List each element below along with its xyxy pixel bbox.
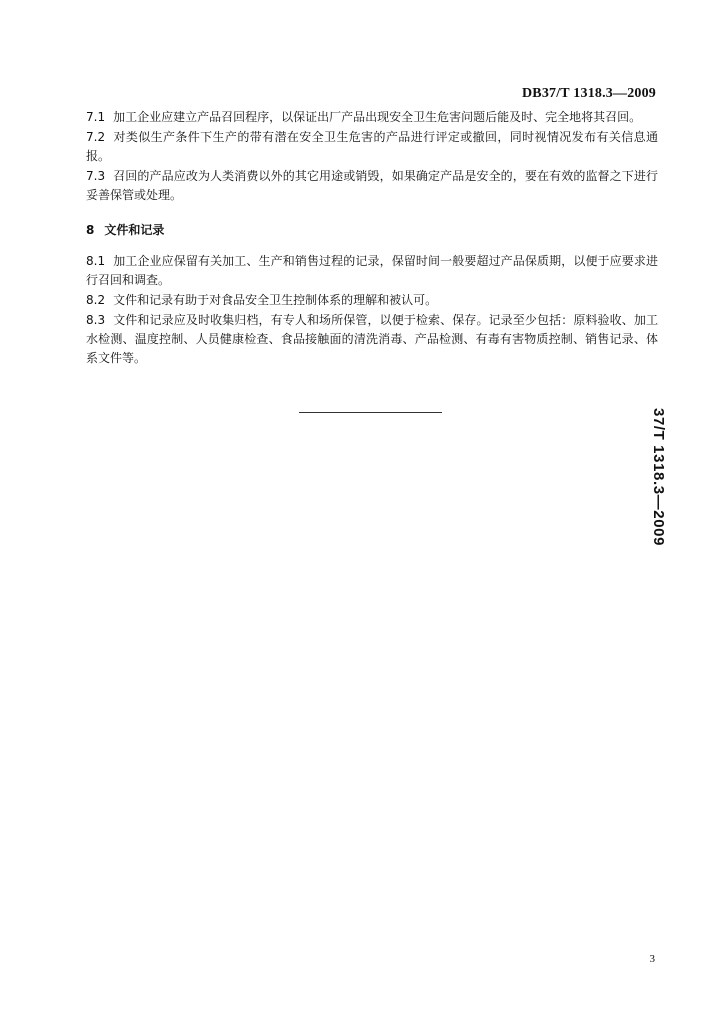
clause-text: 文件和记录应及时收集归档，有专人和场所保管，以便于检索、保存。记录至少包括：原料验收、加工水检测、温度控制、人员健康检查、食品接触面的清洗消毒、产品检测、有毒有害物质控制、销售记录、体系文件等。 bbox=[86, 313, 658, 365]
clause-8-1 bbox=[86, 252, 658, 290]
clause-text: 加工企业应保留有关加工、生产和销售过程的记录，保留时间一般要超过产品保质期，以便于应要求进行召回和调查。 bbox=[86, 254, 658, 287]
clause-number: 8.2 bbox=[86, 293, 106, 307]
clause-number: 8.1 bbox=[86, 254, 106, 268]
document-body bbox=[86, 108, 658, 369]
section-heading-8 bbox=[86, 221, 658, 238]
side-document-code: 37/T 1318.3—2009 bbox=[650, 408, 667, 547]
clause-number: 7.3 bbox=[86, 169, 106, 183]
clause-8-3 bbox=[86, 311, 658, 368]
end-divider-line bbox=[299, 412, 442, 413]
document-code-header: DB37/T 1318.3—2009 bbox=[521, 86, 656, 101]
clause-text: 加工企业应建立产品召回程序，以保证出厂产品出现安全卫生危害问题后能及时、完全地将其召回。 bbox=[113, 110, 642, 124]
clause-7-3 bbox=[86, 167, 658, 205]
clause-7-1 bbox=[86, 108, 658, 127]
page-number: 3 bbox=[649, 953, 655, 965]
clause-number: 7.2 bbox=[86, 130, 106, 144]
clause-number: 7.1 bbox=[86, 110, 106, 124]
clause-text: 文件和记录有助于对食品安全卫生控制体系的理解和被认可。 bbox=[113, 293, 438, 307]
clause-text: 召回的产品应改为人类消费以外的其它用途或销毁，如果确定产品是安全的，要在有效的监督之下进行妥善保管或处理。 bbox=[86, 169, 658, 202]
section-title: 文件和记录 bbox=[104, 223, 165, 237]
clause-7-2 bbox=[86, 128, 658, 166]
clause-text: 对类似生产条件下生产的带有潜在安全卫生危害的产品进行评定或撤回，同时视情况发布有关信息通报。 bbox=[86, 130, 658, 163]
clause-8-2 bbox=[86, 291, 658, 310]
clause-number: 8.3 bbox=[86, 313, 106, 327]
section-number: 8 bbox=[86, 223, 95, 237]
